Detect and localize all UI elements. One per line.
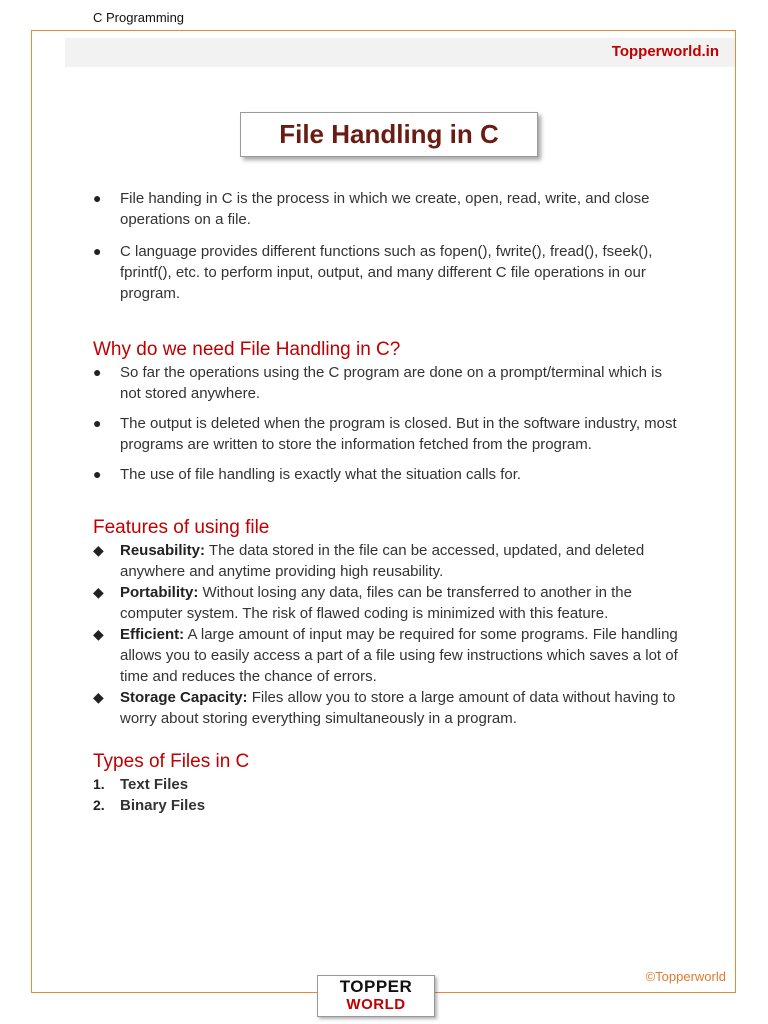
- feature-term: Efficient:: [120, 626, 185, 643]
- bullet-icon: ●: [93, 190, 102, 206]
- types-heading: Types of Files in C: [93, 751, 250, 772]
- list-item: [93, 362, 683, 404]
- bullet-icon: ●: [93, 415, 102, 431]
- diamond-bullet-icon: ◆: [93, 689, 104, 705]
- list-item-text: Binary Files: [120, 797, 206, 814]
- feature-text: The data stored in the file can be accessed, updated, and deleted anywhere and anytime providing high reusability.: [120, 542, 645, 580]
- why-heading: Why do we need File Handling in C?: [93, 339, 401, 360]
- list-item-text: C language provides different functions such as fopen(), fwrite(), fread(), fseek(), fprintf(), etc. to perform input, output, and many different C file operations in our program.: [120, 243, 653, 302]
- list-item-text: File handing in C is the process in which we create, open, read, write, and close operations on a file.: [120, 190, 650, 228]
- logo-bottom-text: WORLD: [346, 996, 406, 1013]
- diamond-bullet-icon: ◆: [93, 584, 104, 600]
- site-name: Topperworld.in: [611, 43, 719, 60]
- list-item-text: The use of file handling is exactly what the situation calls for.: [120, 466, 522, 483]
- title-box: [240, 112, 538, 157]
- list-item-text: Text Files: [120, 776, 189, 793]
- feature-text: Files allow you to store a large amount of data without having to worry about storing everything simultaneously in a program.: [120, 689, 676, 727]
- list-item: [93, 540, 683, 582]
- feature-text: Without losing any data, files can be transferred to another in the computer system. The risk of flawed coding is minimized with this feature.: [120, 584, 632, 622]
- list-number: 2.: [93, 797, 105, 813]
- feature-term: Storage Capacity:: [120, 689, 248, 706]
- features-heading: Features of using file: [93, 517, 270, 538]
- feature-term: Reusability:: [120, 542, 206, 559]
- list-number: 1.: [93, 776, 105, 792]
- bullet-icon: ●: [93, 466, 102, 482]
- list-item: [93, 413, 683, 455]
- copyright: ©Topperworld: [645, 969, 726, 984]
- list-item-text: The output is deleted when the program is closed. But in the software industry, most programs are written to store the information fetched from the program.: [120, 415, 677, 453]
- list-item: [93, 188, 683, 230]
- list-item: [93, 687, 683, 729]
- bullet-icon: ●: [93, 364, 102, 380]
- page-title: File Handling in C: [279, 119, 499, 149]
- why-list: [93, 362, 683, 485]
- bullet-icon: ●: [93, 243, 102, 259]
- header-band: [65, 38, 735, 67]
- diamond-bullet-icon: ◆: [93, 626, 104, 642]
- features-list: [93, 540, 683, 729]
- list-item-text: So far the operations using the C program are done on a prompt/terminal which is not stored anywhere.: [120, 364, 662, 402]
- list-item: [93, 774, 683, 795]
- running-title: C Programming: [93, 10, 185, 25]
- list-item: [93, 795, 683, 816]
- diamond-bullet-icon: ◆: [93, 542, 104, 558]
- list-item: [93, 464, 683, 485]
- list-item: [93, 582, 683, 624]
- logo-top-text: TOPPER: [339, 977, 413, 996]
- list-item: [93, 624, 683, 687]
- feature-term: Portability:: [120, 584, 199, 601]
- types-list: [93, 774, 683, 816]
- topperworld-logo: [317, 975, 435, 1017]
- content: [93, 188, 683, 816]
- intro-list: [93, 188, 683, 304]
- feature-text: A large amount of input may be required for some programs. File handling allows you to easily access a part of a file using few instructions which saves a lot of time and reduces the chance of errors.: [120, 626, 678, 685]
- list-item: [93, 241, 683, 304]
